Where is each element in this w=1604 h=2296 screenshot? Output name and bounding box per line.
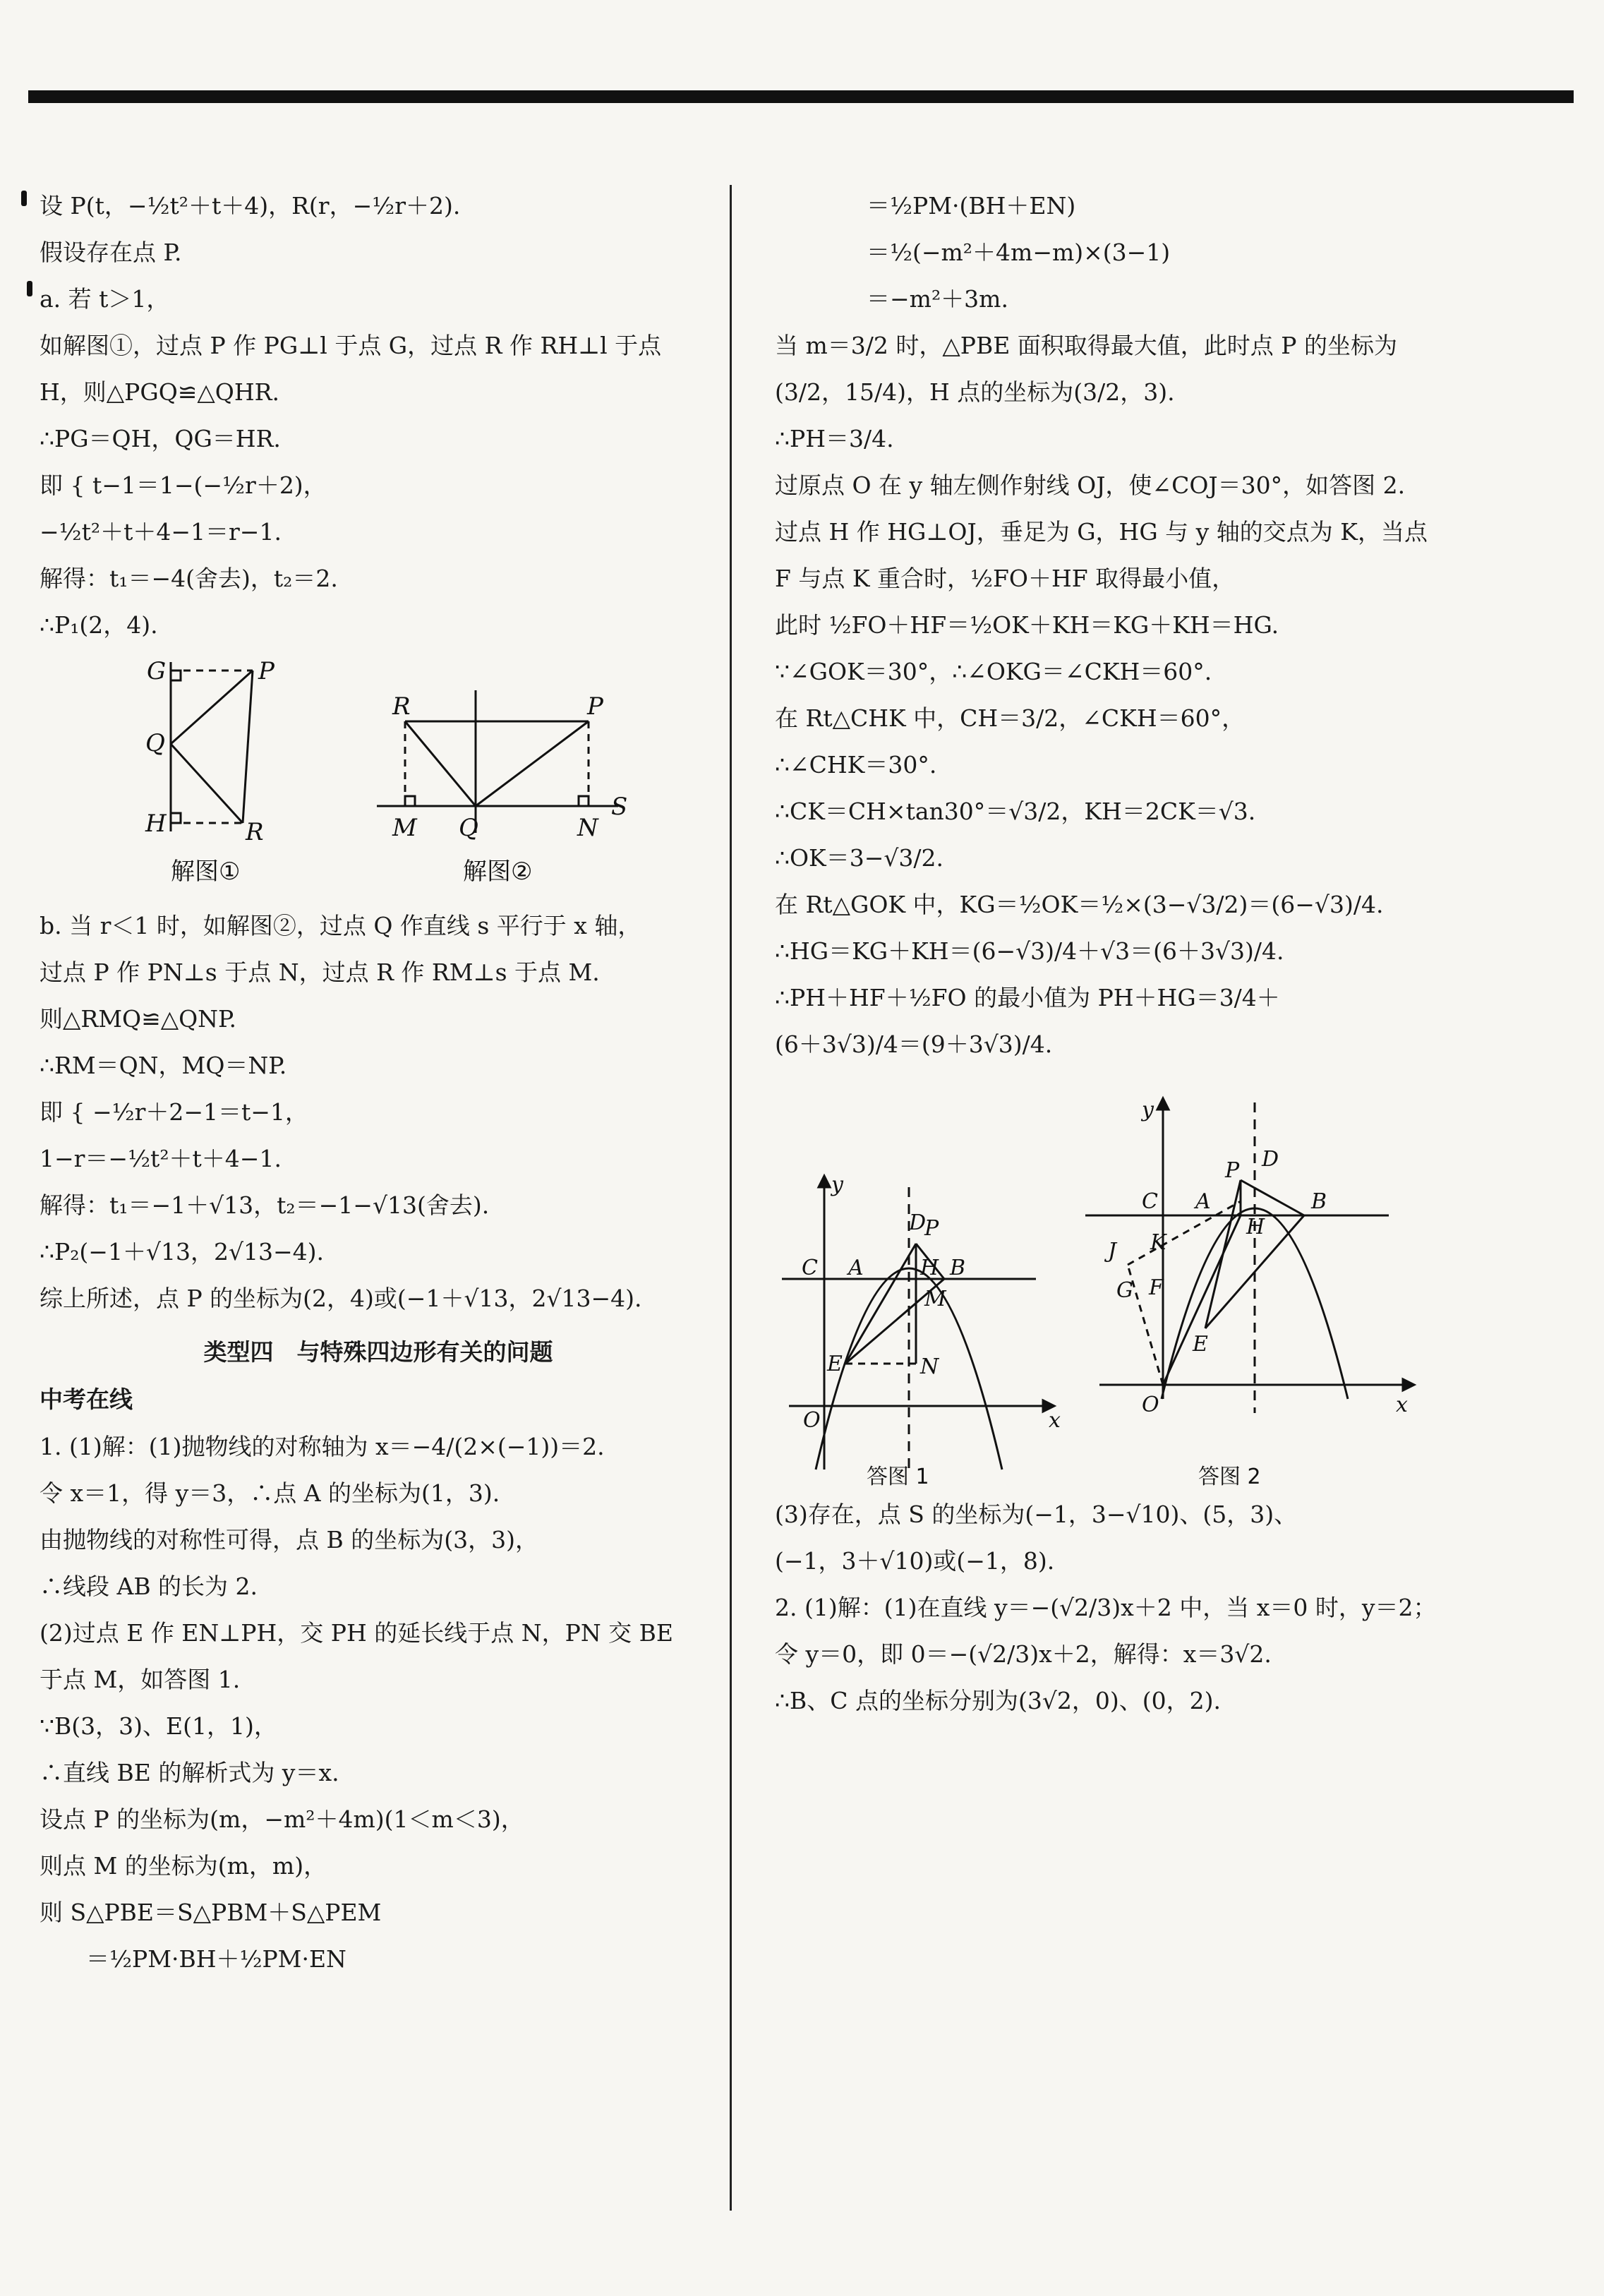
text-line: (−1，3＋√10)或(−1，8).	[775, 1547, 1055, 1575]
text-line: (3/2，15/4)，H 点的坐标为(3/2，3).	[775, 378, 1175, 406]
c2-label-d: D	[1262, 1147, 1279, 1172]
text-line: 即 { t−1＝1−(−½r＋2)，	[40, 471, 327, 499]
text-line: ＝−m²＋3m.	[867, 285, 1008, 313]
text-line: 则点 M 的坐标为(m，m)，	[40, 1852, 327, 1880]
column-divider	[730, 185, 732, 2211]
text-line: 过点 H 作 HG⊥OJ，垂足为 G，HG 与 y 轴的交点为 K，当点	[775, 518, 1428, 546]
fig1-label-q: Q	[145, 729, 165, 757]
c2-label-k: K	[1150, 1230, 1166, 1255]
text-line: ＝½(−m²＋4m−m)×(3−1)	[867, 239, 1171, 266]
text-line: ∴OK＝3−√3/2.	[775, 844, 943, 872]
text-line: ∴RM＝QN，MQ＝NP.	[40, 1052, 287, 1079]
text-line: ∴P₁(2，4).	[40, 611, 158, 639]
text-line: 于点 M，如答图 1.	[40, 1666, 241, 1693]
text-line: 1−r＝−½t²＋t＋4−1.	[40, 1145, 282, 1172]
c2-label-a: A	[1195, 1189, 1211, 1214]
fig2-label-q: Q	[459, 814, 478, 842]
margin-mark	[21, 191, 27, 206]
c1-label-p: P	[924, 1216, 939, 1241]
text-line: 解得：t₁＝−4(舍去)，t₂＝2.	[40, 565, 338, 592]
c1-label-c: C	[802, 1256, 818, 1280]
c2-label-g: G	[1116, 1278, 1133, 1303]
text-line: 当 m＝3/2 时，△PBE 面积取得最大值，此时点 P 的坐标为	[775, 332, 1397, 359]
c2-label-o: O	[1142, 1393, 1159, 1417]
c2-label-e: E	[1193, 1332, 1208, 1357]
c2-label-j: J	[1108, 1239, 1117, 1263]
text-line: 过点 P 作 PN⊥s 于点 N，过点 R 作 RM⊥s 于点 M.	[40, 958, 600, 986]
right-column	[775, 189, 1572, 1731]
fig2-label-m: M	[392, 814, 417, 842]
text-line: H，则△PGQ≌△QHR.	[40, 378, 279, 406]
left-column	[40, 189, 717, 1989]
text-line: ∴PG＝QH，QG＝HR.	[40, 425, 281, 452]
text-line: ∴直线 BE 的解析式为 y＝x.	[40, 1759, 339, 1786]
c2-label-h: H	[1246, 1215, 1265, 1239]
c1-label-a: A	[848, 1256, 864, 1280]
text-line: 由抛物线的对称性可得，点 B 的坐标为(3，3)，	[40, 1526, 538, 1553]
text-line: 设 P(t，−½t²＋t＋4)，R(r，−½r＋2).	[40, 192, 461, 220]
text-line: ∴P₂(−1＋√13，2√13−4).	[40, 1238, 324, 1266]
text-line: 即 { −½r＋2−1＝t−1，	[40, 1098, 308, 1126]
c1-label-x: x	[1049, 1408, 1061, 1433]
text-line: 则 S△PBE＝S△PBM＋S△PEM	[40, 1899, 382, 1926]
chart1-caption: 答图 1	[867, 1465, 929, 1489]
text-line: ＝½PM·(BH＋EN)	[867, 192, 1076, 220]
text-line: 假设存在点 P.	[40, 239, 182, 266]
text-line: F 与点 K 重合时，½FO＋HF 取得最小值，	[775, 565, 1236, 592]
text-line: ∴PH＝3/4.	[775, 425, 894, 452]
c2-label-c: C	[1142, 1189, 1158, 1214]
fig1-label-h: H	[145, 810, 167, 838]
text-line: 此时 ½FO＋HF＝½OK＋KH＝KG＋KH＝HG.	[775, 611, 1279, 639]
text-line: (6＋3√3)/4＝(9＋3√3)/4.	[775, 1030, 1053, 1058]
text-line: ∴PH＋HF＋½FO 的最小值为 PH＋HG＝3/4＋	[775, 984, 1280, 1011]
fig1-caption: 解图①	[171, 858, 241, 886]
text-line: ∴CK＝CH×tan30°＝√3/2，KH＝2CK＝√3.	[775, 798, 1256, 825]
fig1-label-g: G	[147, 657, 167, 685]
text-line: ∴B、C 点的坐标分别为(3√2，0)、(0，2).	[775, 1687, 1221, 1714]
c2-label-p: P	[1225, 1158, 1240, 1183]
fig2-label-r: R	[392, 692, 411, 721]
text-line: ∴∠CHK＝30°.	[775, 751, 937, 779]
c1-label-d: D	[909, 1210, 927, 1235]
text-line: b. 当 r＜1 时，如解图②，过点 Q 作直线 s 平行于 x 轴，	[40, 912, 641, 939]
text-line: 2. (1)解：(1)在直线 y＝−(√2/3)x＋2 中，当 x＝0 时，y＝2；	[775, 1594, 1437, 1621]
c1-label-e: E	[827, 1352, 843, 1376]
fig2-label-n: N	[577, 814, 598, 842]
chart2-caption: 答图 2	[1198, 1465, 1261, 1489]
c1-label-h: H	[920, 1256, 939, 1280]
fig2-caption: 解图②	[463, 858, 533, 886]
c2-label-f: F	[1149, 1275, 1164, 1300]
section-subheading: 中考在线	[40, 1386, 133, 1413]
text-line: 在 Rt△GOK 中，KG＝½OK＝½×(3−√3/2)＝(6−√3)/4.	[775, 891, 1384, 918]
section-heading: 类型四 与特殊四边形有关的问题	[203, 1338, 553, 1366]
text-line: 过原点 O 在 y 轴左侧作射线 OJ，使∠COJ＝30°，如答图 2.	[775, 471, 1406, 499]
fig2-label-s: S	[611, 793, 628, 821]
text-line: ∵B(3，3)、E(1，1)，	[40, 1712, 277, 1740]
c1-label-b: B	[950, 1256, 966, 1280]
text-line: (3)存在，点 S 的坐标为(−1，3−√10)、(5，3)、	[775, 1501, 1298, 1528]
solution-figures	[40, 655, 717, 909]
c2-label-b: B	[1311, 1189, 1327, 1214]
fig2-label-p: P	[587, 692, 603, 721]
text-line: ＝½PM·BH＋½PM·EN	[40, 1945, 346, 1973]
c2-label-y: y	[1142, 1098, 1154, 1122]
text-line: 在 Rt△CHK 中，CH＝3/2，∠CKH＝60°，	[775, 704, 1246, 732]
text-line: 如解图①，过点 P 作 PG⊥l 于点 G，过点 R 作 RH⊥l 于点	[40, 332, 662, 359]
c1-label-n: N	[920, 1354, 939, 1379]
text-line: a. 若 t＞1，	[40, 285, 170, 313]
text-line: ∴HG＝KG＋KH＝(6−√3)/4＋√3＝(6＋3√3)/4.	[775, 937, 1284, 965]
top-rule	[28, 90, 1574, 103]
fig1-label-p: P	[258, 657, 275, 685]
text-line: −½t²＋t＋4−1＝r−1.	[40, 518, 282, 546]
text-line: ∵∠GOK＝30°，∴∠OKG＝∠CKH＝60°.	[775, 658, 1212, 685]
c2-label-x: x	[1396, 1393, 1408, 1417]
text-line: 解得：t₁＝−1＋√13，t₂＝−1−√13(舍去).	[40, 1191, 490, 1219]
c1-label-m: M	[924, 1287, 946, 1311]
text-line: 设点 P 的坐标为(m，−m²＋4m)(1＜m＜3)，	[40, 1805, 524, 1833]
text-line: 令 x＝1，得 y＝3，∴点 A 的坐标为(1，3).	[40, 1479, 500, 1507]
c1-label-y: y	[831, 1172, 843, 1197]
text-line: (2)过点 E 作 EN⊥PH，交 PH 的延长线于点 N，PN 交 BE	[40, 1619, 674, 1647]
margin-mark	[27, 281, 32, 296]
fig1-label-r: R	[246, 818, 264, 846]
text-line: 则△RMQ≌△QNP.	[40, 1005, 237, 1033]
text-line: 综上所述，点 P 的坐标为(2，4)或(−1＋√13，2√13−4).	[40, 1285, 642, 1312]
text-line: 令 y＝0，即 0＝−(√2/3)x＋2，解得：x＝3√2.	[775, 1640, 1272, 1668]
answer-figures	[775, 1074, 1572, 1498]
c1-label-o: O	[803, 1408, 821, 1433]
text-line: ∴线段 AB 的长为 2.	[40, 1573, 258, 1600]
text-line: 1. (1)解：(1)抛物线的对称轴为 x＝−4/(2×(−1))＝2.	[40, 1433, 605, 1460]
